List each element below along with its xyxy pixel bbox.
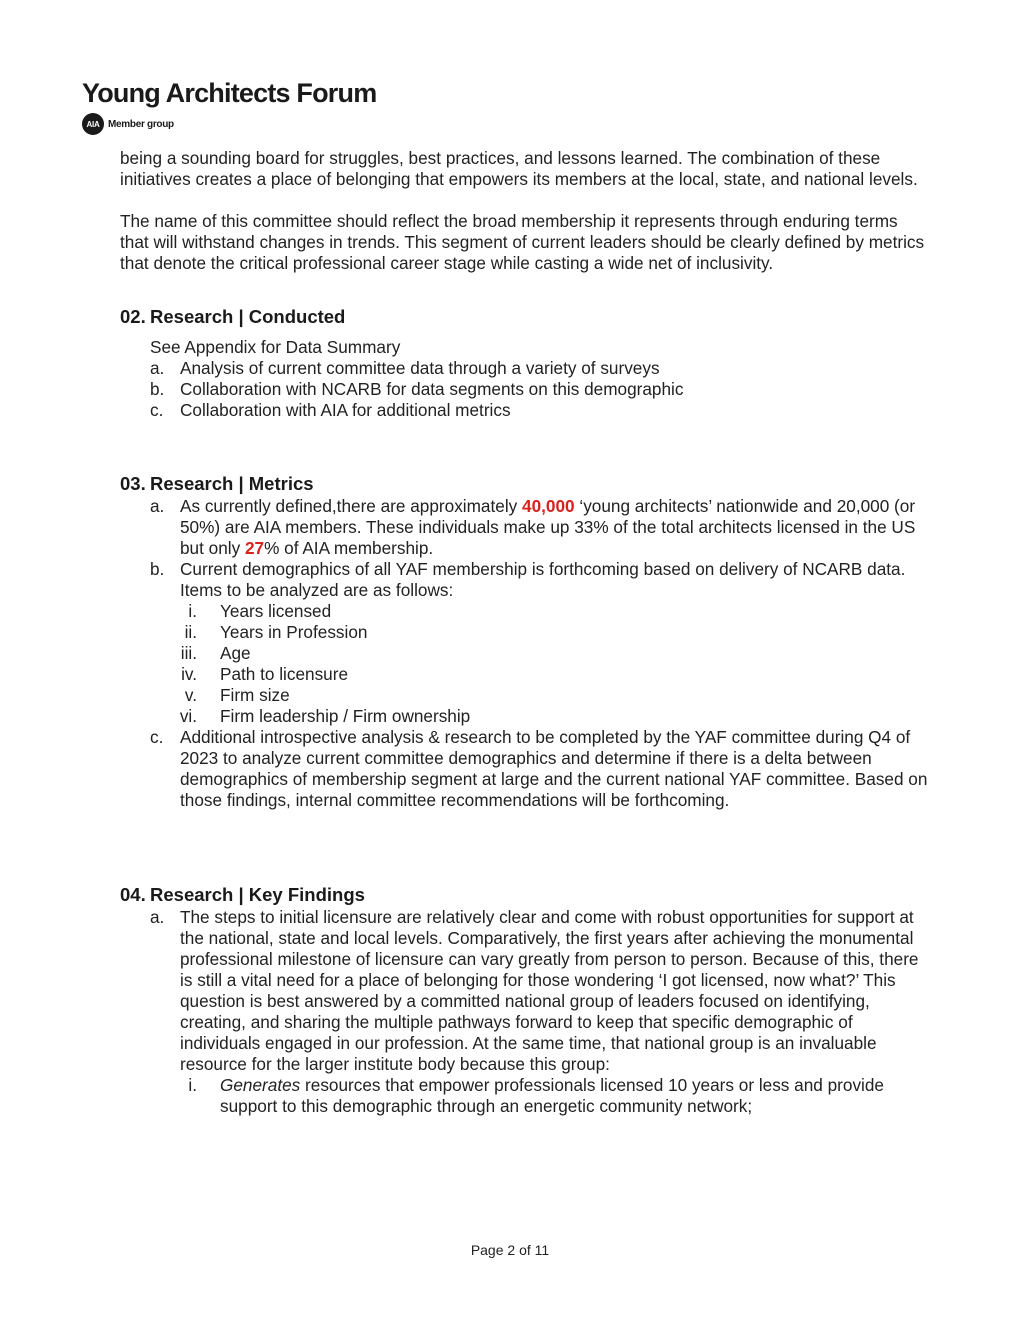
sub-list-item: iii. Age [180,643,251,663]
sub-list-item: i. Years licensed [188,601,332,621]
section-2-heading [120,305,930,329]
list-item: a. Analysis of current committee data through a variety of surveys [150,358,660,378]
appendix-note: See Appendix for Data Summary [150,337,401,357]
sub-list-item: iv. Path to licensure [181,664,349,684]
page-number: Page 2 of 11 [470,1242,550,1258]
section-number: 04. [120,884,146,905]
highlight-aia-percent: 27 [244,538,265,558]
intro-paragraph-1: being a sounding board for struggles, best practices, and lessons learned. The combination of these initiatives creates a place of belonging that empowers its members at the local, state, and national levels. [120,148,918,189]
metrics-paragraph: As currently defined,there are approximately 40,000 ‘young architects’ nationwide and 20,000 (or 50%) are AIA members. These individuals make up 33% of the total architects licensed in the US but only 27% of AIA membership. [180,496,916,558]
list-item: a. The steps to initial licensure are relatively clear and come with robust opportunities for support at the national, state and local levels. Comparatively, the first years after achieving the monumental professional milestone of licensure can vary greatly from person to person. Because of this, there is still a vital need for a place of belonging for those wondering ‘I got licensed, now what?’ This question is best answered by a committed national group of leaders focused on identifying, creating, and sharing the multiple pathways forward to keep that specific demographic of individuals engaged in our profession. At the same time, that national group is an invaluable resource for the larger institute body because this group: [150,907,919,1074]
list-item: b. Collaboration with NCARB for data segments on this demographic [150,379,684,399]
sub-list-item: i. Generates resources that empower professionals licensed 10 years or less and provide support to this demographic through an energetic community network; [188,1075,884,1116]
logo-title: Young Architects Forum [82,78,377,108]
document-body [120,148,930,1117]
section-title: Research | Key Findings [150,884,365,905]
sub-list-item: v. Firm size [184,685,290,705]
list-item: b. Current demographics of all YAF membership is forthcoming based on delivery of NCARB data. Items to be analyzed are as follows: [150,559,906,600]
intro-paragraph-2: The name of this committee should reflect the broad membership it represents through enduring terms that will withstand changes in trends. This segment of current leaders should be clearly defined by metrics that denote the critical professional career stage while casting a wide net of inclusivity. [120,211,925,273]
section-title: Research | Conducted [150,306,346,327]
list-item: a. As currently defined,there are approximately 40,000 ‘young architects’ nationwide and 20,000 (or 50%) are AIA members. These individuals make up 33% of the total architects licensed in the US but only 27% of AIA membership. [120,496,930,559]
section-4-heading [120,883,930,907]
aia-logo-icon: AIA [82,113,104,135]
list-item: c. Collaboration with AIA for additional metrics [150,400,511,420]
section-3-heading [120,472,930,496]
highlight-young-architects-count: 40,000 [522,496,575,516]
section-number: 03. [120,473,146,494]
member-group-badge [82,113,174,135]
member-group-label: Member group [108,118,174,130]
section-title: Research | Metrics [150,473,314,494]
sub-list-item: ii. Years in Profession [184,622,368,642]
list-item: c. Additional introspective analysis & research to be completed by the YAF committee during Q4 of 2023 to analyze current committee demographics and determine if there is a delta between demographics of membership segment at large and the current national YAF committee. Based on those findings, internal committee recommendations will be forthcoming. [150,727,928,810]
sub-list-item: vi. Firm leadership / Firm ownership [179,706,471,726]
section-number: 02. [120,306,146,327]
